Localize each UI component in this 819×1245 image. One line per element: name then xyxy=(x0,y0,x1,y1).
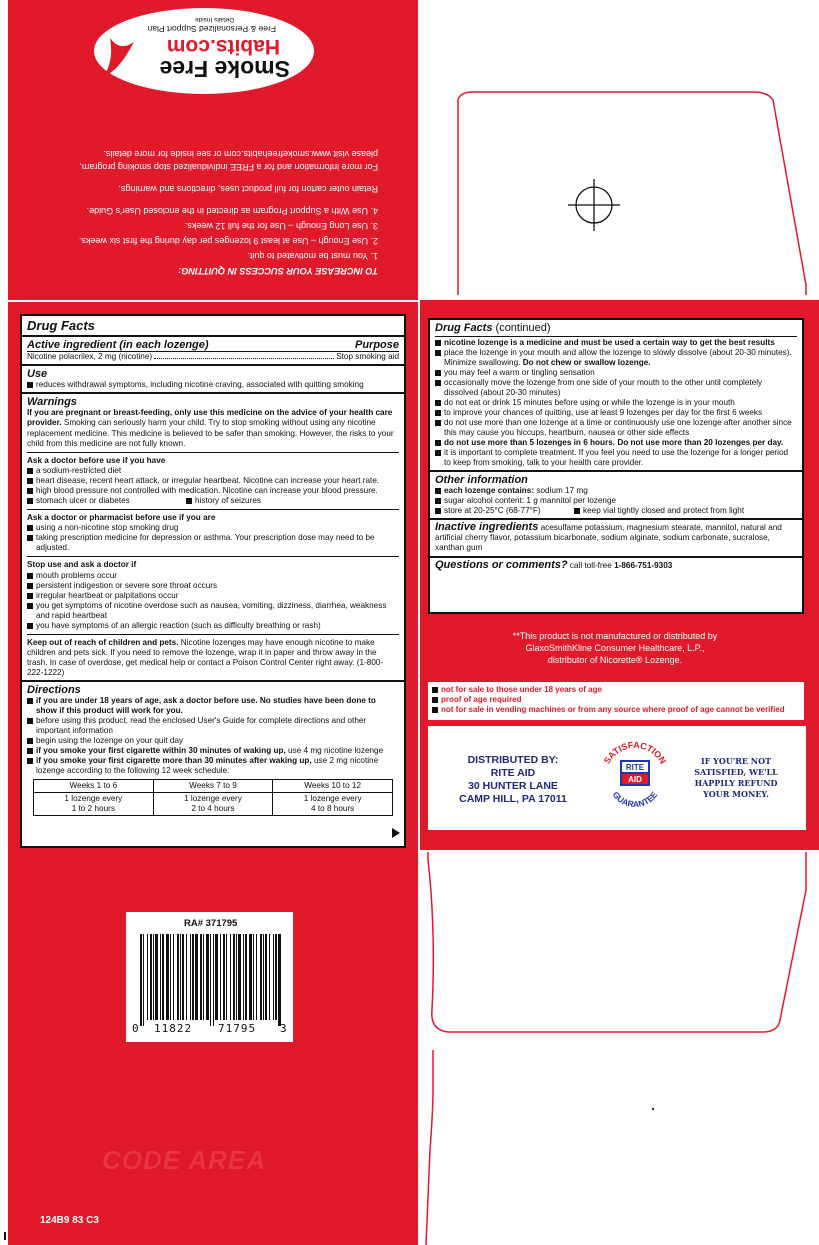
brand-line2: Habits.com xyxy=(166,35,280,58)
warnings-heading: Warnings xyxy=(27,396,77,409)
svg-text:GUARANTEE xyxy=(611,789,660,809)
distributor-info xyxy=(458,754,568,806)
tip-2: 2. Use Enough – Use at least 9 lozenges per day during the first six weeks. xyxy=(78,236,378,246)
continued-item: occasionally move the lozenge from one side of your mouth to the other until completely dissolved (about 20-30 minutes) xyxy=(435,378,797,398)
info-line-2: please visit www.smokefreehabits.com or see inside for more details. xyxy=(103,149,378,159)
stop-use-item: irregular heartbeat or palpitations occur xyxy=(27,591,399,601)
tip-4: 4. Use With a Support Program as directed in the enclosed User's Guide. xyxy=(86,206,378,216)
top-flap-content xyxy=(8,0,418,300)
directions-item: if you smoke your first cigarette within 30 minutes of waking up, use 4 mg nicotine lozenge xyxy=(27,746,399,756)
smokefree-logo xyxy=(94,8,314,94)
ask-pharmacist-item: taking prescription medicine for depression or asthma. Your prescription dose may need to be adjusted. xyxy=(27,533,399,553)
inactive-heading: Inactive ingredients xyxy=(435,521,539,533)
info-line-1: For more information and for a FREE individualized stop smoking program, xyxy=(79,162,378,172)
purpose-heading: Purpose xyxy=(354,339,399,351)
ask-doctor-item: a sodium-restricted diet xyxy=(27,466,399,476)
questions-text: call toll-free xyxy=(569,560,612,570)
warnings-section xyxy=(22,392,404,680)
drug-facts-header xyxy=(22,316,404,335)
drug-facts-panel xyxy=(20,314,406,848)
dieline-top xyxy=(418,0,819,300)
stop-use-heading: Stop use and ask a doctor if xyxy=(27,560,137,570)
other-info-section xyxy=(430,470,802,518)
lot-code: 124B9 83 C3 xyxy=(40,1215,99,1226)
other-info-item: store at 20-25°C (68-77°F) xyxy=(435,506,574,516)
questions-section xyxy=(430,556,802,573)
barcode-digit-right: 3 xyxy=(280,1022,287,1035)
other-info-heading: Other information xyxy=(435,474,528,486)
seal-logo-1: RITE xyxy=(625,763,645,772)
inactive-section xyxy=(430,518,802,556)
use-section xyxy=(22,364,404,392)
distributor-line: 30 HUNTER LANE xyxy=(468,780,558,792)
barcode-digit-left: 0 xyxy=(132,1022,139,1035)
seal-bottom-text: GUARANTEE xyxy=(610,789,660,810)
ask-doctor-item: high blood pressure not controlled with medication. Nicotine can increase your blood pressure. xyxy=(27,486,399,496)
distributor-line: RITE AID xyxy=(490,767,536,779)
trim-mark xyxy=(4,1232,6,1240)
stop-use-item: you get symptoms of nicotine overdose such as nausea, vomiting, dizziness, diarrhea, weakness and rapid heartbeat xyxy=(27,601,399,621)
directions-section xyxy=(22,680,404,818)
tip-3: 3. Use Long Enough – Use for the full 12 weeks. xyxy=(184,221,378,231)
continue-arrow-icon xyxy=(392,828,400,838)
age-notice-box xyxy=(428,682,804,720)
barcode-box xyxy=(126,912,293,1042)
age-notice: not for sale in vending machines or from any source where proof of age cannot be verified xyxy=(432,705,800,715)
other-info-item: keep vial tightly closed and protect from light xyxy=(574,506,744,516)
continued-item: do not use more than one lozenge at a time or continuously use one lozenge after another since this may cause you hiccups, heartburn, nausea or other side effects xyxy=(435,418,797,438)
keep-out-bold: Keep out of reach of children and pets. xyxy=(27,637,179,647)
continued-item: to improve your chances of quitting, use at least 9 lozenges per day for the first 6 weeks xyxy=(435,408,797,418)
tips-block xyxy=(18,149,378,276)
disclaimer xyxy=(430,630,800,666)
keep-out-text: Nicotine lozenges may have enough nicotine to make children and pets sick. If you need to remove the lozenge, wrap it in paper and throw away in the trash. In case of overdose, get medical help or contact a Poison Control Center right away. (1-800-222-1222) xyxy=(27,637,384,678)
age-notice: not for sale to those under 18 years of age xyxy=(432,685,800,695)
ask-pharmacist-heading: Ask a doctor or pharmacist before use if you are xyxy=(27,513,216,523)
continued-item: place the lozenge in your mouth and allow the lozenge to slowly dissolve (about 20-30 minutes). Minimize swallowing. Do not chew or swallow lozenge. xyxy=(435,348,797,368)
drug-facts-continued-panel xyxy=(428,318,804,614)
tips-title: TO INCREASE YOUR SUCCESS IN QUITTING: xyxy=(178,266,378,276)
brand-tagline: Free & Personalized Support Plan xyxy=(147,24,276,34)
active-ingredient-section xyxy=(22,335,404,364)
distributor-line: CAMP HILL, PA 17011 xyxy=(459,793,567,805)
disclaimer-line: **This product is not manufactured or distributed by xyxy=(512,631,718,641)
bottom-flap xyxy=(8,852,418,1245)
refund-line: YOUR MONEY. xyxy=(703,789,769,799)
schedule-row: 1 lozenge every 1 to 2 hours 1 lozenge every 2 to 4 hours 1 lozenge every 4 to 8 hours xyxy=(34,793,393,816)
distributor-line: DISTRIBUTED BY: xyxy=(467,754,559,766)
schedule-header-row xyxy=(34,780,393,793)
continued-item: do not eat or drink 15 minutes before using or while the lozenge is in your mouth xyxy=(435,398,797,408)
continued-section xyxy=(430,320,802,470)
other-info-item: each lozenge contains: sodium 17 mg xyxy=(435,486,797,496)
schedule-header: Weeks 10 to 12 xyxy=(273,780,393,793)
purpose: Stop smoking aid xyxy=(336,352,399,361)
retain-line: Retain outer carton for full product uses, directions and warnings. xyxy=(118,184,378,194)
distributor-box xyxy=(428,726,806,830)
seal-top-text: SATISFACTION xyxy=(601,739,669,766)
print-dot xyxy=(652,1108,654,1110)
warnings-bold: If you are pregnant or breast-feeding, only use this medicine on the advice of your health care provider. xyxy=(27,408,393,428)
barcode-group-1: 11822 xyxy=(154,1022,193,1035)
warnings-text: Smoking can seriously harm your child. Try to stop smoking without using any nicotine replacement medicine. This medicine is believed to be safer than smoking. However, the risks to your child from this medicine are not fully known. xyxy=(27,418,394,448)
refund-line: HAPPILY REFUND xyxy=(694,778,778,788)
directions-item: if you are under 18 years of age, ask a doctor before use. No studies have been done to show if this product will work for you. xyxy=(27,696,399,716)
directions-item: if you smoke your first cigarette more than 30 minutes after waking up, use 2 mg nicotine lozenge according to the following 12 week schedule: xyxy=(27,756,399,776)
active-ingredient-heading: Active ingredient (in each lozenge) xyxy=(27,339,209,351)
ask-doctor-item: heart disease, recent heart attack, or irregular heartbeat. Nicotine can increase your heart rate. xyxy=(27,476,399,486)
continued-item: nicotine lozenge is a medicine and must be used a certain way to get the best results xyxy=(435,338,797,348)
brand-details: Details Inside xyxy=(194,16,234,23)
swoosh-icon xyxy=(100,30,138,82)
code-area: CODE AREA xyxy=(102,1145,267,1175)
brand-line1: Smoke Free xyxy=(159,56,290,82)
schedule-header: Weeks 1 to 6 xyxy=(34,780,154,793)
disclaimer-line: distributor of Nicorette® Lozenge. xyxy=(547,655,683,665)
refund-line: IF YOU'RE NOT xyxy=(700,756,772,766)
ask-doctor-heading: Ask a doctor before use if you have xyxy=(27,456,166,466)
ask-doctor-item: history of seizures xyxy=(186,496,261,506)
continued-item: you may feel a warm or tingling sensation xyxy=(435,368,797,378)
stop-use-item: you have symptoms of an allergic reaction (such as difficulty breathing or rash) xyxy=(27,621,399,631)
age-notice: proof of age required xyxy=(432,695,800,705)
use-item: reduces withdrawal symptoms, including nicotine craving, associated with quitting smoking xyxy=(27,380,399,390)
barcode-bars xyxy=(126,912,293,1042)
refund-line: SATISFIED, WE'LL xyxy=(694,767,778,777)
schedule-table xyxy=(33,779,393,816)
stop-use-item: mouth problems occur xyxy=(27,571,399,581)
other-info-item: sugar alcohol content: 1 g mannitol per lozenge xyxy=(435,496,797,506)
ask-doctor-item: stomach ulcer or diabetes xyxy=(27,496,186,506)
dieline-bottom xyxy=(418,850,819,1245)
directions-item: begin using the lozenge on your quit day xyxy=(27,736,399,746)
continued-title: Drug Facts xyxy=(435,322,493,334)
ask-pharmacist-item: using a non-nicotine stop smoking drug xyxy=(27,523,399,533)
drug-facts-title: Drug Facts xyxy=(27,318,95,333)
disclaimer-line: GlaxoSmithKline Consumer Healthcare, L.P., xyxy=(525,643,705,653)
continued-suffix: (continued) xyxy=(495,322,551,334)
questions-heading: Questions or comments? xyxy=(435,558,568,571)
directions-item: before using this product, read the enclosed User's Guide for complete directions and other important information xyxy=(27,716,399,736)
continued-item: it is important to complete treatment. If you feel you need to use the lozenge for a longer period to keep from smoking, talk to your health care provider. xyxy=(435,448,797,468)
directions-heading: Directions xyxy=(27,684,81,697)
ra-number: RA# 371795 xyxy=(184,918,238,929)
seal-graphic xyxy=(596,738,674,816)
questions-phone: 1-866-751-9303 xyxy=(614,560,673,570)
active-ingredient: Nicotine polacrilex, 2 mg (nicotine) xyxy=(27,352,153,361)
refund-text xyxy=(686,756,786,800)
tip-1: 1. You must be motivated to quit. xyxy=(247,251,378,261)
continued-item: do not use more than 5 lozenges in 6 hours. Do not use more than 20 lozenges per day. xyxy=(435,438,797,448)
satisfaction-seal xyxy=(596,738,674,816)
seal-logo-2: AID xyxy=(628,775,642,784)
schedule-header: Weeks 7 to 9 xyxy=(153,780,273,793)
inactive-text: acesulfame potassium, magnesium stearate, mannitol, natural and artificial cherry flavor, potassium bicarbonate, sodium alginate, sodium carbonate, sucralose, xanthan gum xyxy=(435,523,782,553)
use-heading: Use xyxy=(27,368,48,381)
dot-leader xyxy=(154,352,334,359)
stop-use-item: persistent indigestion or severe sore throat occurs xyxy=(27,581,399,591)
barcode-group-2: 71795 xyxy=(218,1022,257,1035)
